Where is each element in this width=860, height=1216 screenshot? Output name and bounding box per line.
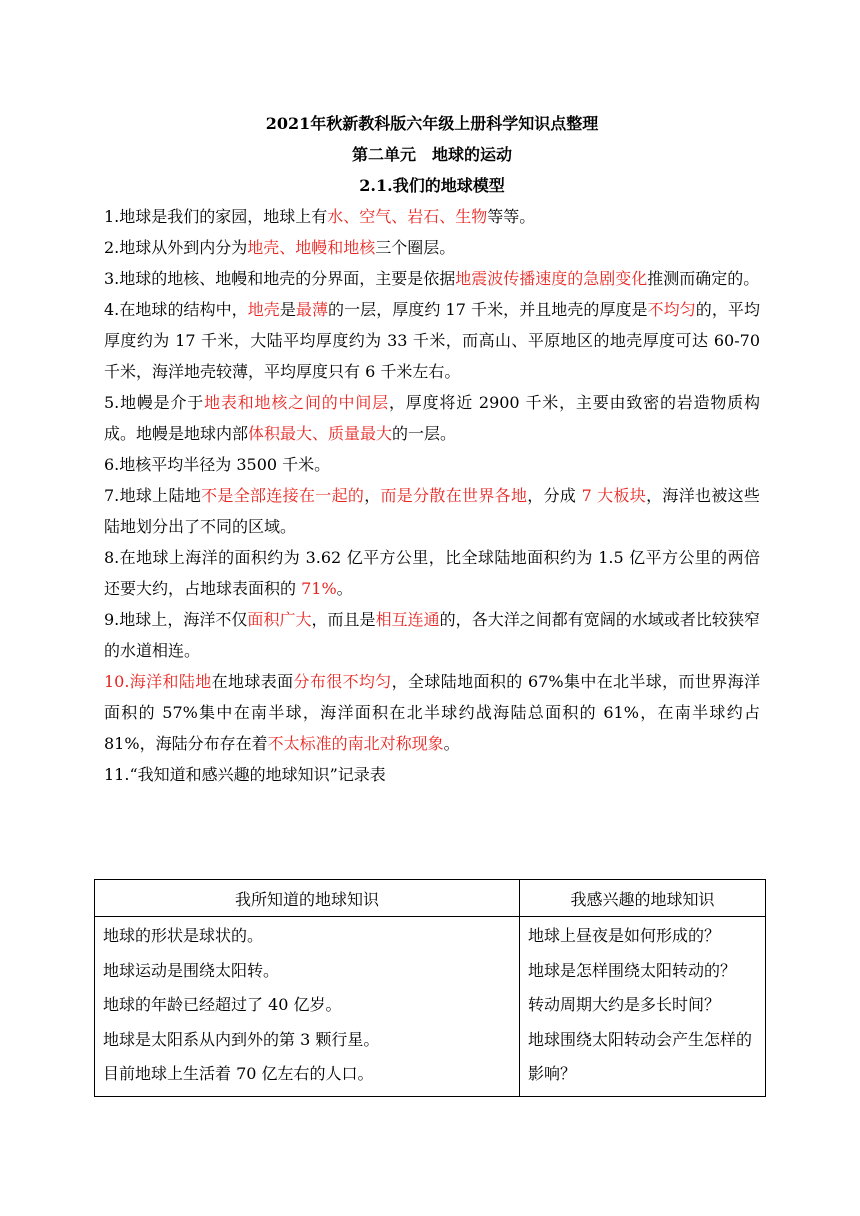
point-text: 。 <box>443 734 460 753</box>
knowledge-point <box>104 387 760 449</box>
highlighted-text: 地震波传播速度的急剧变化 <box>455 269 648 288</box>
document-title: 2021年秋新教科版六年级上册科学知识点整理 <box>265 114 599 133</box>
known-item: 地球的年龄已经超过了 40 亿岁。 <box>103 995 342 1014</box>
table-header-row <box>95 880 766 917</box>
knowledge-record-table <box>94 879 766 1097</box>
lesson-heading: 2.1.我们的地球模型 <box>359 176 505 195</box>
known-item: 地球的形状是球状的。 <box>103 926 264 945</box>
highlighted-text: 不均匀 <box>647 300 696 319</box>
point-text: 9.地球上，海洋不仅 <box>104 610 248 629</box>
highlighted-text: 地壳、地幔和地核 <box>247 238 376 257</box>
highlighted-text: 体积最大、质量最大 <box>248 424 393 443</box>
point-text: 1.地球是我们的家园，地球上有 <box>104 207 328 226</box>
highlighted-text: 不是全部连接在一起的 <box>201 486 365 505</box>
point-text: 4.在地球的结构中， <box>104 300 248 319</box>
highlighted-text: 71% <box>301 579 337 598</box>
highlighted-text: 分布很不均匀 <box>293 672 392 691</box>
table-row <box>95 917 766 1097</box>
knowledge-point <box>104 666 760 759</box>
knowledge-point <box>104 449 760 480</box>
interested-item: 转动周期大约是多长时间？ <box>528 995 721 1014</box>
point-text: 8.在地球上海洋的面积约为 3.62 亿平方公里，比全球陆地面积约为 1.5 亿平方公里的两倍还要大约，占地球表面积的 <box>104 548 760 598</box>
highlighted-text: 不太标准的南北对称现象 <box>267 734 444 753</box>
point-text: 在地球表面 <box>211 672 294 691</box>
point-text: 。 <box>336 579 353 598</box>
knowledge-point <box>104 759 760 790</box>
known-item: 地球运动是围绕太阳转。 <box>103 960 280 980</box>
point-text: ， <box>364 486 381 505</box>
point-text: 3.地球的地核、地幔和地壳的分界面，主要是依据 <box>104 269 456 288</box>
highlighted-text: 而是分散在世界各地 <box>380 486 528 505</box>
interested-item: 地球上昼夜是如何形成的？ <box>528 926 721 945</box>
point-text: 推测而确定的。 <box>647 269 760 288</box>
table-header-interested: 我感兴趣的地球知识 <box>520 880 766 917</box>
point-text: 的，平均厚度约为 17 千米，大陆平均厚度约为 33 千米，而高山、平原地区的地壳厚度可达 60-70 千米，海洋地壳较薄，平均厚度只有 6 千米左右。 <box>104 300 760 381</box>
point-text: 2.地球从外到内分为 <box>104 238 248 257</box>
point-text: 三个圈层。 <box>375 238 456 257</box>
point-text: ，海洋也被这些陆地划分出了不同的区域。 <box>104 486 760 536</box>
highlighted-text: 最薄 <box>295 300 329 319</box>
known-item: 地球是太阳系从内到外的第 3 颗行星。 <box>103 1029 380 1049</box>
point-text: 的，各大洋之间都有宽阔的水域或者比较狭窄的水道相连。 <box>104 610 760 660</box>
highlighted-text: 7 大板块 <box>581 486 647 505</box>
knowledge-point-list <box>104 201 760 790</box>
interested-knowledge-cell <box>520 917 766 1097</box>
unit-heading: 第二单元 地球的运动 <box>351 145 512 164</box>
knowledge-point <box>104 604 760 666</box>
highlighted-text: 地壳 <box>247 300 280 319</box>
known-item: 目前地球上生活着 70 亿左右的人口。 <box>103 1064 374 1083</box>
known-knowledge-cell <box>95 917 520 1097</box>
point-text: 6.地核平均半径为 3500 千米。 <box>104 455 331 474</box>
point-text: 5.地幔是介于 <box>104 393 205 412</box>
point-text: ，分成 <box>527 486 582 505</box>
knowledge-point <box>104 542 760 604</box>
document-body <box>104 108 760 790</box>
knowledge-point <box>104 480 760 542</box>
knowledge-point <box>104 294 760 387</box>
point-text: ，而且是 <box>311 610 376 629</box>
point-text: 的一层，厚度约 17 千米，并且地壳的厚度是 <box>328 300 648 319</box>
point-text: ，厚度将近 2900 千米，主要由致密的岩造物质构成。地幔是地球内部 <box>104 393 760 443</box>
interested-item: 地球围绕太阳转动会产生怎样的影响？ <box>528 1029 753 1083</box>
knowledge-point <box>104 232 760 263</box>
table-header-known: 我所知道的地球知识 <box>95 880 520 917</box>
highlighted-text: 地表和地核之间的中间层 <box>204 393 389 412</box>
highlighted-text: 10.海洋和陆地 <box>104 672 212 691</box>
point-text: 等等。 <box>487 207 536 226</box>
interested-item: 地球是怎样围绕太阳转动的？ <box>528 960 737 980</box>
knowledge-point <box>104 263 760 294</box>
highlighted-text: 水、空气、岩石、生物 <box>327 207 488 226</box>
point-text: 7.地球上陆地 <box>104 486 202 505</box>
highlighted-text: 面积广大 <box>247 610 312 629</box>
knowledge-point <box>104 201 760 232</box>
point-text: 的一层。 <box>392 424 457 443</box>
point-text: 11.“我知道和感兴趣的地球知识”记录表 <box>104 765 386 784</box>
point-text: ，全球陆地面积的 67%集中在北半球，而世界海洋面积的 57%集中在南半球，海洋面积在北半球约战海陆总面积的 61%，在南半球约占 81%，海陆分布存在着 <box>104 672 760 753</box>
highlighted-text: 相互连通 <box>375 610 440 629</box>
point-text: 是 <box>279 300 296 319</box>
